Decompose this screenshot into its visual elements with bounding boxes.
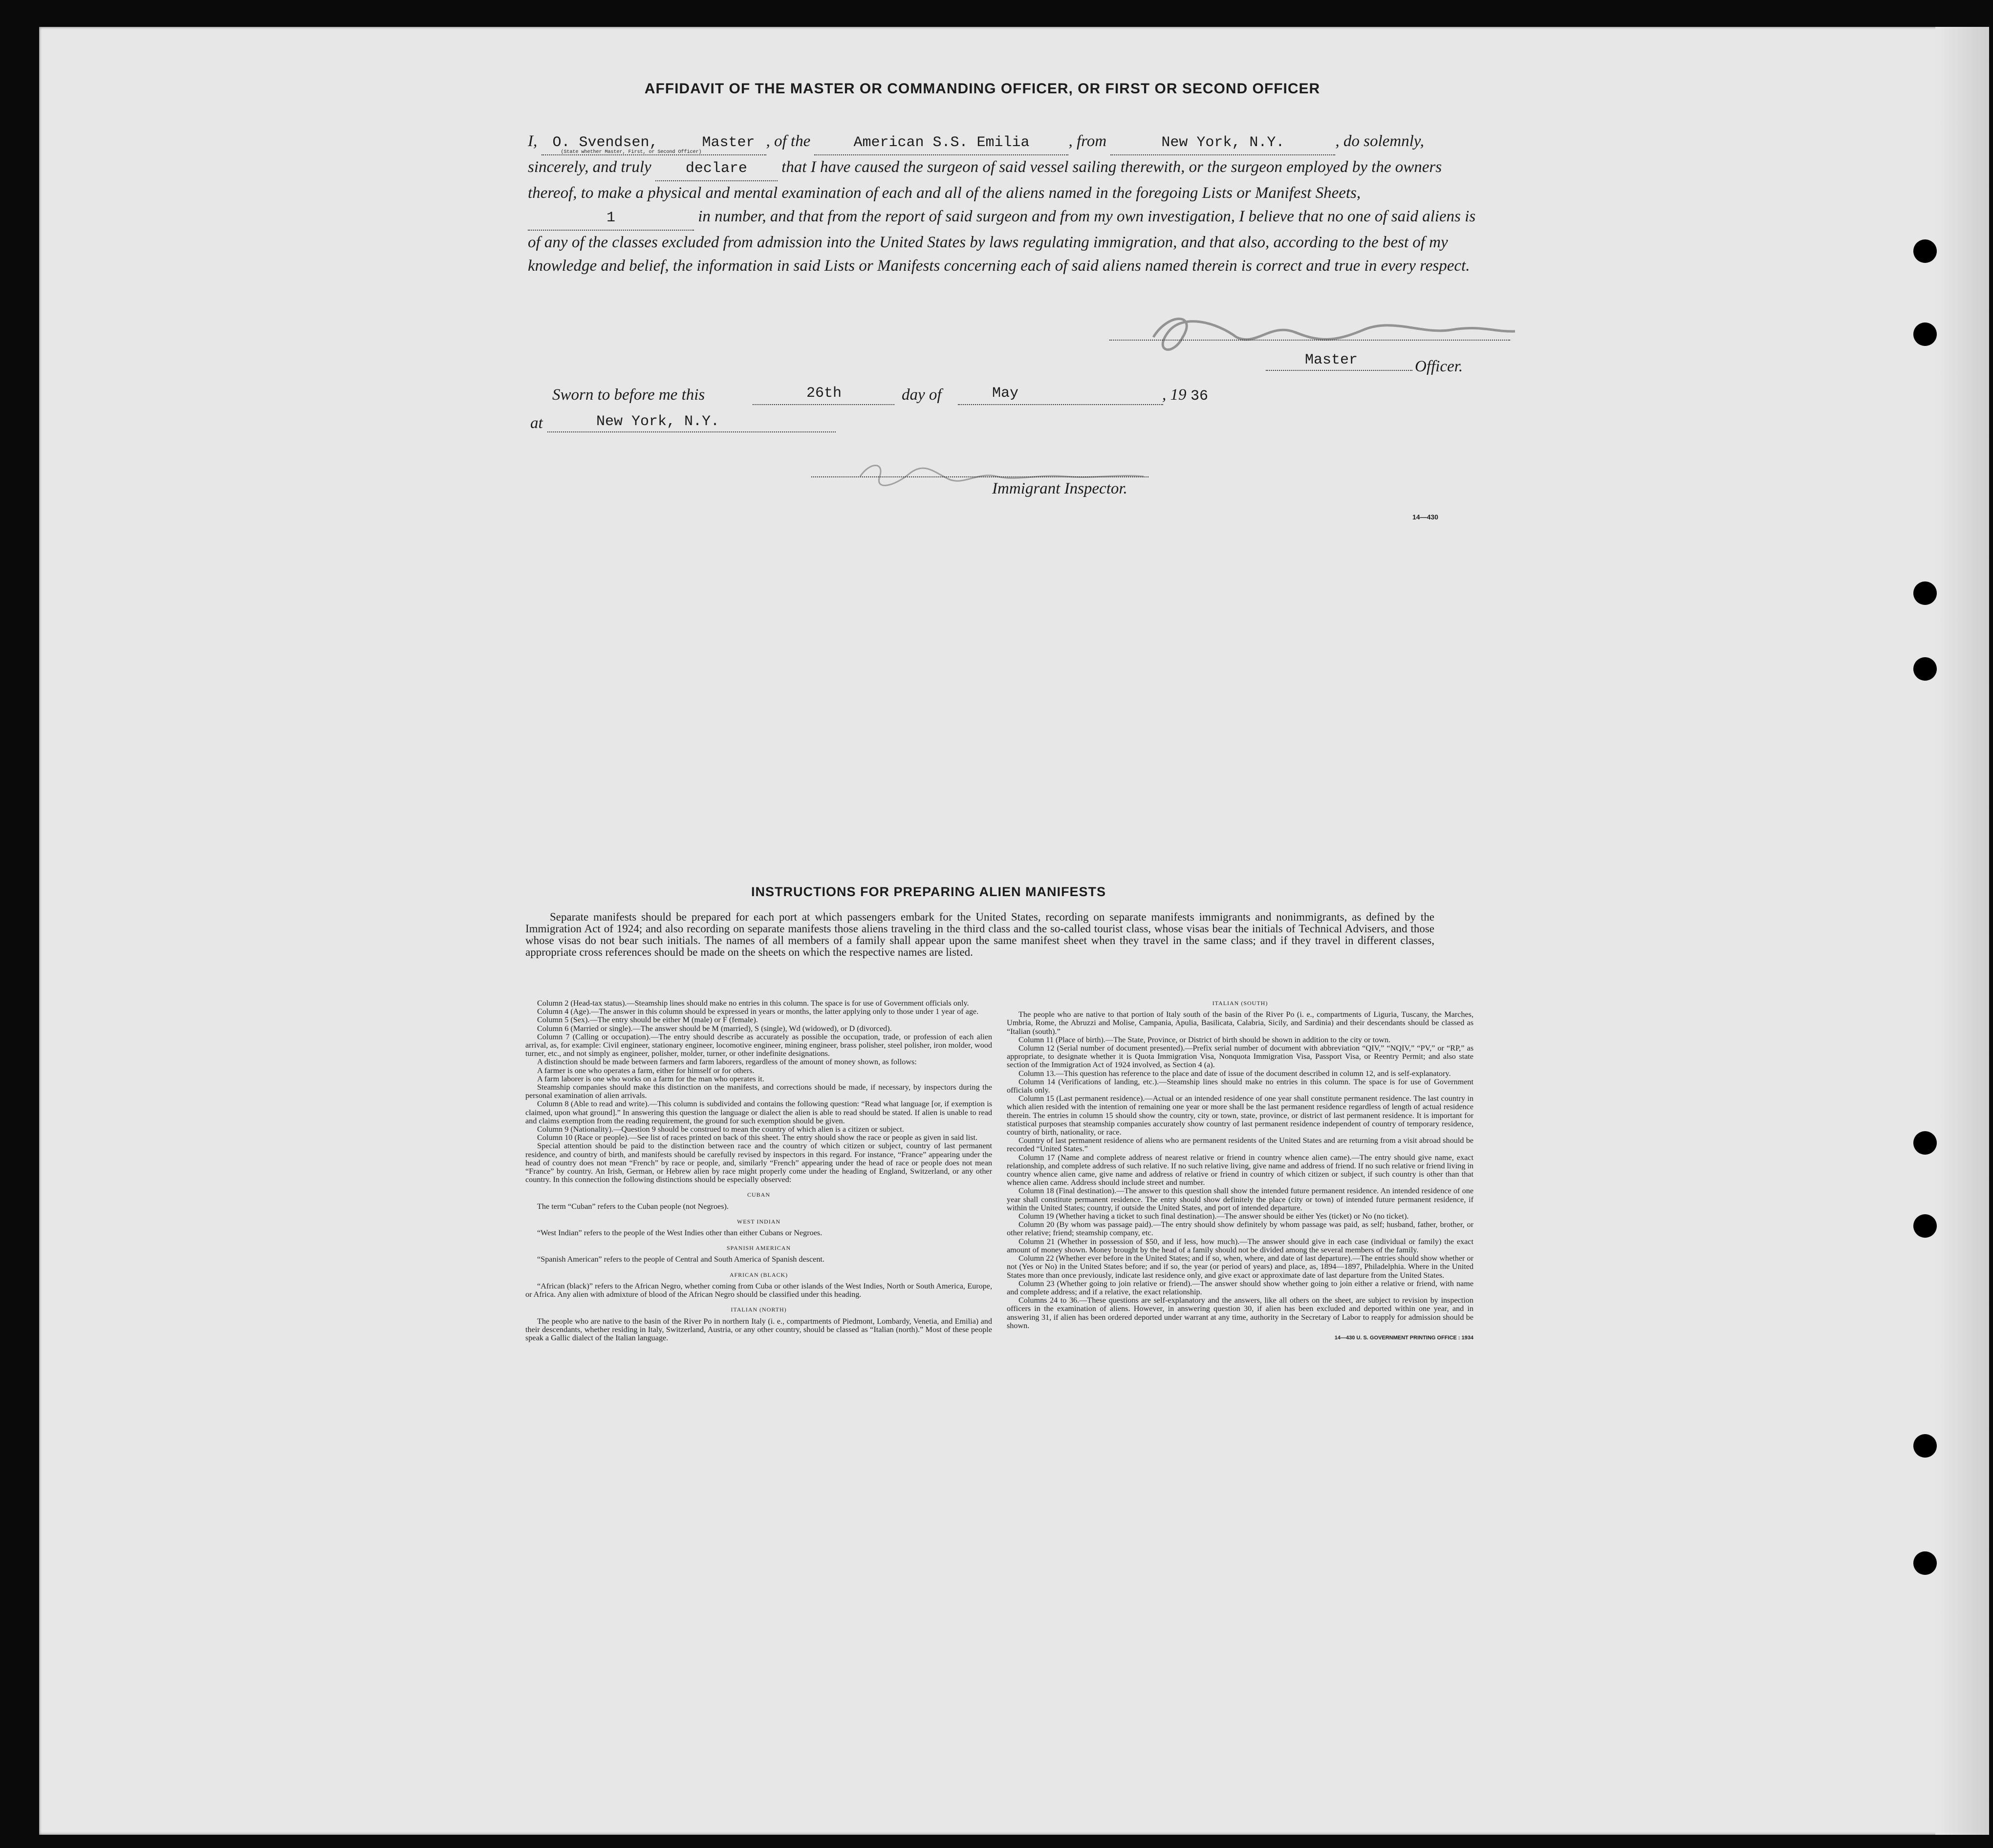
rank-line: [1266, 370, 1412, 371]
affidavit-text: [528, 129, 1476, 278]
affidavit-body-1: that I have caused the surgeon of said vessel sailing therewith, or the surgeon employed by the owners thereof, to make a physical and mental examination of each and all of the aliens named in the foregoing Lists or Manifest Sheets,: [528, 158, 1442, 202]
instruction-paragraph: Column 2 (Head-tax status).—Steamship lines should make no entries in this column. The space is for use of Government officials only.: [537, 999, 969, 1008]
instruction-paragraph: Column 4 (Age).—The answer in this column should be expressed in years or months, the latter applying only to those under 1 year of age.: [537, 1007, 979, 1016]
instruction-paragraph: Column 7 (Calling or occupation).—The entry should describe as accurately as possible the occupation, trade, or profession of each alien arrival, as, for example: Civil engineer, stationary engineer, locomotive engineer, mining engineer, brass polisher, steel polisher, iron molder, wood turner, etc., and not simply as engineer, polisher, molder, turner, or other indefinite designations.: [525, 1032, 992, 1058]
instruction-paragraph: Column 14 (Verifications of landing, etc.).—Steamship lines should make no entries in this column. The space is for use of Government officials only.: [1007, 1077, 1473, 1095]
italian-north-heading: ITALIAN (NORTH): [731, 1306, 787, 1313]
african-definition: “African (black)” refers to the African Negro, whether coming from Cuba or other islands of the West Indies, North or South America, Europe, or Africa. Any alien with admixture of blood of the African Negro should be classified under this heading.: [525, 1281, 992, 1299]
officer-field: [542, 131, 766, 155]
solemnly-text: solemnly, sincerely, and truly: [528, 132, 1424, 176]
italian-south-heading: ITALIAN (SOUTH): [1212, 1000, 1268, 1007]
italian-north-definition: The people who are native to the basin of the River Po in northern Italy (i. e., compartments of Piedmont, Lombardy, Venetia, and Emilia) and their descendants, whether residing in Italy, Switzerland, Austria, or any other country, should be classed as “Italian (north).” Most of these people speak a Gallic dialect of the Italian language.: [525, 1316, 992, 1342]
printing-office-footer: 14—430 U. S. GOVERNMENT PRINTING OFFICE : 1934: [1334, 1334, 1473, 1341]
instruction-paragraph: Column 19 (Whether having a ticket to such final destination).—The answer should be either Yes (ticket) or No (no ticket).: [1018, 1212, 1409, 1221]
year-prefix: , 19: [1162, 386, 1187, 404]
instruction-paragraph: Country of last permanent residence of aliens who are permanent residents of the United States and are returning from a visit abroad should be recorded “United States.”: [1007, 1136, 1473, 1154]
instruction-paragraph: Steamship companies should make this distinction on the manifests, and corrections should be made, if necessary, by inspectors during the personal examination of alien arrivals.: [525, 1083, 992, 1100]
sworn-month: May: [992, 385, 1019, 402]
of-the: , of the: [766, 132, 811, 150]
punch-hole: [1913, 1214, 1937, 1238]
punch-hole: [1913, 322, 1937, 346]
master-signature-line: [1109, 340, 1510, 341]
day-line: [753, 404, 894, 405]
affidavit-form-number: 14—430: [1412, 513, 1438, 521]
vessel-name: American S.S. Emilia: [814, 131, 1068, 155]
sheet-count: 1: [528, 206, 694, 231]
sworn-day: 26th: [806, 385, 842, 402]
declare-verb: declare: [655, 157, 778, 181]
affidavit-i: I,: [528, 132, 538, 150]
instructions-left-column: [525, 999, 992, 1342]
instruction-paragraph: Column 6 (Married or single).—The answer should be M (married), S (single), Wd (widowed), or D (divorced).: [537, 1024, 892, 1033]
at-label: at: [530, 414, 543, 432]
month-line: [958, 404, 1163, 405]
instruction-paragraph: Column 20 (By whom was passage paid).—The entry should show definitely by whom passage was paid, as self; husband, father, brother, or other relative; friend; steamship company, etc.: [1007, 1220, 1473, 1238]
instruction-paragraph: Column 12 (Serial number of document presented).—Prefix serial number of document with abbreviation “QIV,” “NQIV,” “PV,” or “RP,” as appropriate, to designate whether it is Quota Immigration Visa, Nonquota Immigration Visa, Passport Visa, or Reentry Permit; and also state section of the Immigration Act of 1924 involved, as Section 4 (a).: [1007, 1044, 1473, 1070]
instructions-intro: Separate manifests should be prepared for each port at which passengers embark for the United States, recording on separate manifests immigrants and nonimmigrants, as defined by the Immigration Act of 1924; and also recording on separate manifests those aliens traveling in the third class and the so-called tourist class, whose visas bear the initials of Technical Advisers, and those whose visas do not bear such initials. The names of all members of a family shall appear upon the same manifest sheet when they travel in the same class; and if they travel in different classes, appropriate cross references should be made on the sheets on which the respective names are listed.: [525, 911, 1434, 958]
instruction-paragraph: Column 13.—This question has reference to the place and date of issue of the document described in column 12, and is self-explanatory.: [1018, 1069, 1451, 1078]
instructions-title: INSTRUCTIONS FOR PREPARING ALIEN MANIFESTS: [751, 884, 1106, 899]
place-line: [547, 431, 836, 432]
departure-port: New York, N.Y.: [1110, 131, 1335, 155]
instruction-paragraph: A distinction should be made between farmers and farm laborers, regardless of the amount of money shown, as follows:: [537, 1057, 917, 1067]
instruction-paragraph: Columns 24 to 36.—These questions are self-explanatory and the answers, like all others on the sheet, are subject to revision by inspection officers in the examination of aliens. However, in answering question 30, if alien has been excluded and deported within one year, and in answering 31, if alien has been ordered deported under warrant at any time, authority in the Secretary of Labor to reapply for admission should be shown.: [1007, 1296, 1473, 1330]
sworn-label: Sworn to before me this: [552, 386, 705, 404]
officer-name: O. Svendsen,: [552, 134, 658, 151]
punch-hole: [1913, 239, 1937, 263]
instruction-paragraph: Column 11 (Place of birth).—The State, Province, or District of birth should be shown in addition to the city or town.: [1018, 1035, 1390, 1044]
instruction-paragraph: Column 5 (Sex).—The entry should be either M (male) or F (female).: [537, 1015, 758, 1025]
day-of-label: day of: [902, 386, 942, 404]
sworn-place: New York, N.Y.: [596, 413, 720, 430]
rank-note: (State whether Master, First, or Second Officer): [561, 150, 702, 155]
sworn-year: 36: [1191, 388, 1209, 405]
instruction-paragraph: Column 21 (Whether in possession of $50, and if less, how much).—The answer should give in each case (individual or family) the exact amount of money shown. Money brought by the head of a family should not be divided among the several members of the family.: [1007, 1237, 1473, 1254]
instruction-paragraph: A farm laborer is one who works on a farm for the man who operates it.: [537, 1074, 764, 1083]
signature-rank: Master: [1305, 352, 1358, 368]
inspector-label: Immigrant Inspector.: [992, 480, 1127, 497]
punch-hole: [1913, 1131, 1937, 1155]
instructions-right-column: [1007, 999, 1473, 1342]
officer-rank: Master: [702, 134, 755, 151]
instruction-paragraph: A farmer is one who operates a farm, either for himself or for others.: [537, 1066, 755, 1075]
affidavit-title: AFFIDAVIT OF THE MASTER OR COMMANDING OFFICER, OR FIRST OR SECOND OFFICER: [644, 81, 1321, 97]
affidavit-body-2: in number, and that from the report of said surgeon and from my own investigation, I believe that no one of said aliens is of any of the classes excluded from admission into the United States by laws regulating immigration, and that also, according to the best of my knowledge and belief, the information in said Lists or Manifests concerning each of said aliens named therein is correct and true in every respect.: [528, 208, 1476, 275]
instruction-paragraph: Column 10 (Race or people).—See list of races printed on back of this sheet. The entry should show the race or people as given in said list.: [537, 1133, 978, 1142]
instruction-paragraph: Special attention should be paid to the distinction between race and the country of which citizen or subject, country of last permanent residence, and country of birth, and manifests should be carefully revised by inspectors in this regard. For instance, “France” appearing under the head of country does not mean “French” by race or people, and, similarly “French” appearing under the head of race or people does not mean “France” by country. An Irish, German, or Hebrew alien by race might properly come under the heading of England, Switzerland, or any other country. In this connection the following distinctions should be especially observed:: [525, 1141, 992, 1184]
punch-hole: [1913, 1551, 1937, 1575]
inspector-line: [811, 476, 1148, 477]
instruction-paragraph: Column 17 (Name and complete address of nearest relative or friend in country whence alien came).—The entry should give name, exact relationship, and complete address of such relative. If no such relative living, give name and address of friend. If no such relative or friend living in country whence alien came, give name and address of relative or friend in country of which citizen or subject, if such country is other than that whence alien came. Address should include street and number.: [1007, 1153, 1473, 1187]
spanish-american-definition: “Spanish American” refers to the people of Central and South America of Spanish descent.: [537, 1255, 824, 1264]
instruction-paragraph: Column 15 (Last permanent residence).—Actual or an intended residence of one year shall constitute permanent residence. The last country in which alien resided with the intention of remaining one year or more shall be the last permanent residence regardless of length of actual residence therein. The entries in column 15 should show the country, city or town, state, province, or district of last permanent residence. It is important for statistical purposes that steamship companies accurately show country of last permanent residence independent of country of temporary residence, country of birth, nationality, or race.: [1007, 1094, 1473, 1137]
instruction-paragraph: The people who are native to that portion of Italy south of the basin of the River Po (i. e., compartments of Liguria, Tuscany, the Marches, Umbria, Rome, the Abruzzi and Molise, Campania, Apulia, Basilicata, Calabria, Sicily, and Sardinia) and their descendants should be classed as “Italian (south).”: [1007, 1010, 1473, 1036]
do-label: , do: [1335, 132, 1360, 150]
cuban-definition: The term “Cuban” refers to the Cuban people (not Negroes).: [537, 1202, 729, 1211]
punch-hole: [1913, 1434, 1937, 1458]
instruction-paragraph: Column 23 (Whether going to join relative or friend).—The answer should show whether going to join either a relative or friend, with name and complete address; and if a relative, the exact relationship.: [1007, 1279, 1473, 1296]
instruction-paragraph: Column 22 (Whether ever before in the United States; and if so, when, where, and date of last departure).—The entries should show whether or not (Yes or No) in the United States before; and if so, the year (or period of years) and place, as, 1894—1897, Philadelphia. Where in the United States more than once previously, indicate last residence only, and give exact or approximate date of last departure from the United States.: [1007, 1254, 1473, 1280]
instruction-paragraph: Column 9 (Nationality).—Question 9 should be construed to mean the country of which alien is a citizen or subject.: [537, 1125, 904, 1134]
west-indian-definition: “West Indian” refers to the people of the West Indies other than either Cubans or Negroes.: [537, 1228, 823, 1238]
instruction-paragraph: Column 18 (Final destination).—The answer to this question shall show the intended future permanent residence. An intended residence of one year shall constitute permanent residence. The entry should show definitely the place (city or town) of intended future permanent residence, if within the United States; country, if outside the United States, and port of intended departure.: [1007, 1186, 1473, 1212]
punch-hole: [1913, 657, 1937, 681]
officer-label: Officer.: [1415, 358, 1463, 375]
african-heading: AFRICAN (BLACK): [729, 1271, 788, 1278]
west-indian-heading: WEST INDIAN: [737, 1218, 781, 1225]
punch-hole: [1913, 581, 1937, 605]
page-edge-shadow: [1935, 27, 1989, 1835]
from-label: , from: [1068, 132, 1107, 150]
spanish-american-heading: SPANISH AMERICAN: [726, 1245, 791, 1252]
instruction-paragraph: Column 8 (Able to read and write).—This column is subdivided and contains the following question: “Read what language [or, if exemption is claimed, upon what ground].” In answering this question the language or dialect the alien is able to read should be stated. If alien is unable to read and claims exemption from the reading requirement, the ground for such exemption should be given.: [525, 1099, 992, 1125]
cuban-heading: CUBAN: [747, 1191, 770, 1199]
